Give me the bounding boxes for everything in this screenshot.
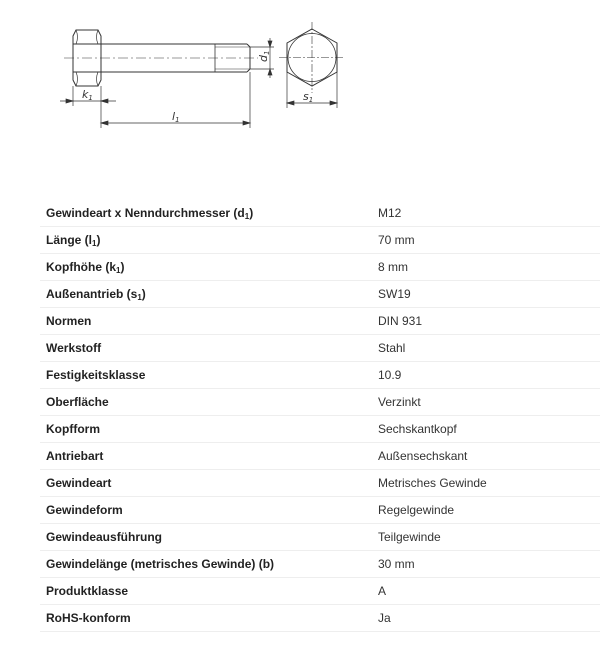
spec-label-subscript: 1 [137,293,142,302]
spec-label-text: Gewindeart x Nenndurchmesser (d [46,206,245,220]
spec-value: 8 mm [372,254,600,281]
spec-row [40,497,600,524]
spec-label [40,281,372,308]
spec-value: 30 mm [372,551,600,578]
spec-label [40,335,372,362]
d1-label: d1 [257,50,271,62]
spec-value: 70 mm [372,227,600,254]
spec-label-text: Länge (l [46,233,93,247]
spec-row [40,227,600,254]
spec-label-text: Oberfläche [46,395,109,409]
k1-label: k1 [82,88,93,102]
spec-label-text: Antriebart [46,449,104,463]
spec-label-suffix: ) [96,233,101,247]
spec-table-body [40,200,600,632]
spec-label-subscript: 1 [92,239,97,248]
bolt-technical-drawing [0,0,600,200]
spec-label-suffix: ) [249,206,254,220]
spec-label-text: Außenantrieb (s [46,287,138,301]
spec-label [40,470,372,497]
bolt-drawing-svg [0,0,600,200]
spec-row [40,416,600,443]
spec-label [40,443,372,470]
spec-row [40,551,600,578]
spec-label-text: Gewindeform [46,503,123,517]
spec-label-subscript: 1 [244,212,250,221]
bolt-head-end-view [279,22,345,93]
spec-value: Metrisches Gewinde [372,470,600,497]
spec-row [40,308,600,335]
spec-value: Außensechskant [372,443,600,470]
spec-label-text: Kopfform [46,422,100,436]
spec-label [40,524,372,551]
spec-label-text: Gewindelänge (metrisches Gewinde) (b) [46,557,275,571]
spec-label [40,605,372,632]
spec-value: M12 [372,200,600,227]
l1-label: l1 [172,110,180,124]
spec-row [40,605,600,632]
spec-label-text: RoHS-konform [46,611,131,625]
spec-label [40,254,372,281]
spec-value: Teilgewinde [372,524,600,551]
spec-label-suffix: ) [120,260,125,274]
spec-row [40,389,600,416]
spec-label [40,416,372,443]
spec-row [40,254,600,281]
spec-label [40,227,372,254]
spec-value: Ja [372,605,600,632]
spec-value: A [372,578,600,605]
spec-label-text: Kopfhöhe (k [46,260,116,274]
spec-label [40,578,372,605]
spec-row [40,470,600,497]
spec-label-suffix: ) [141,287,146,301]
spec-value: 10.9 [372,362,600,389]
spec-label-subscript: 1 [116,266,121,275]
spec-label-text: Normen [46,314,92,328]
spec-value: Stahl [372,335,600,362]
spec-row [40,200,600,227]
spec-label [40,362,372,389]
spec-value: SW19 [372,281,600,308]
spec-value: Verzinkt [372,389,600,416]
spec-label [40,497,372,524]
spec-label [40,389,372,416]
spec-row [40,335,600,362]
spec-label-text: Festigkeitsklasse [46,368,146,382]
spec-row [40,524,600,551]
spec-table [40,200,600,632]
spec-label [40,200,372,227]
spec-value: Sechskantkopf [372,416,600,443]
spec-label-text: Produktklasse [46,584,129,598]
spec-label [40,308,372,335]
spec-label-text: Werkstoff [46,341,102,355]
spec-row [40,443,600,470]
spec-row [40,362,600,389]
spec-label-text: Gewindeausführung [46,530,163,544]
spec-row [40,578,600,605]
spec-value: Regelgewinde [372,497,600,524]
spec-value: DIN 931 [372,308,600,335]
spec-label-text: Gewindeart [46,476,112,490]
spec-row [40,281,600,308]
s1-label: s1 [303,90,314,104]
spec-label [40,551,372,578]
